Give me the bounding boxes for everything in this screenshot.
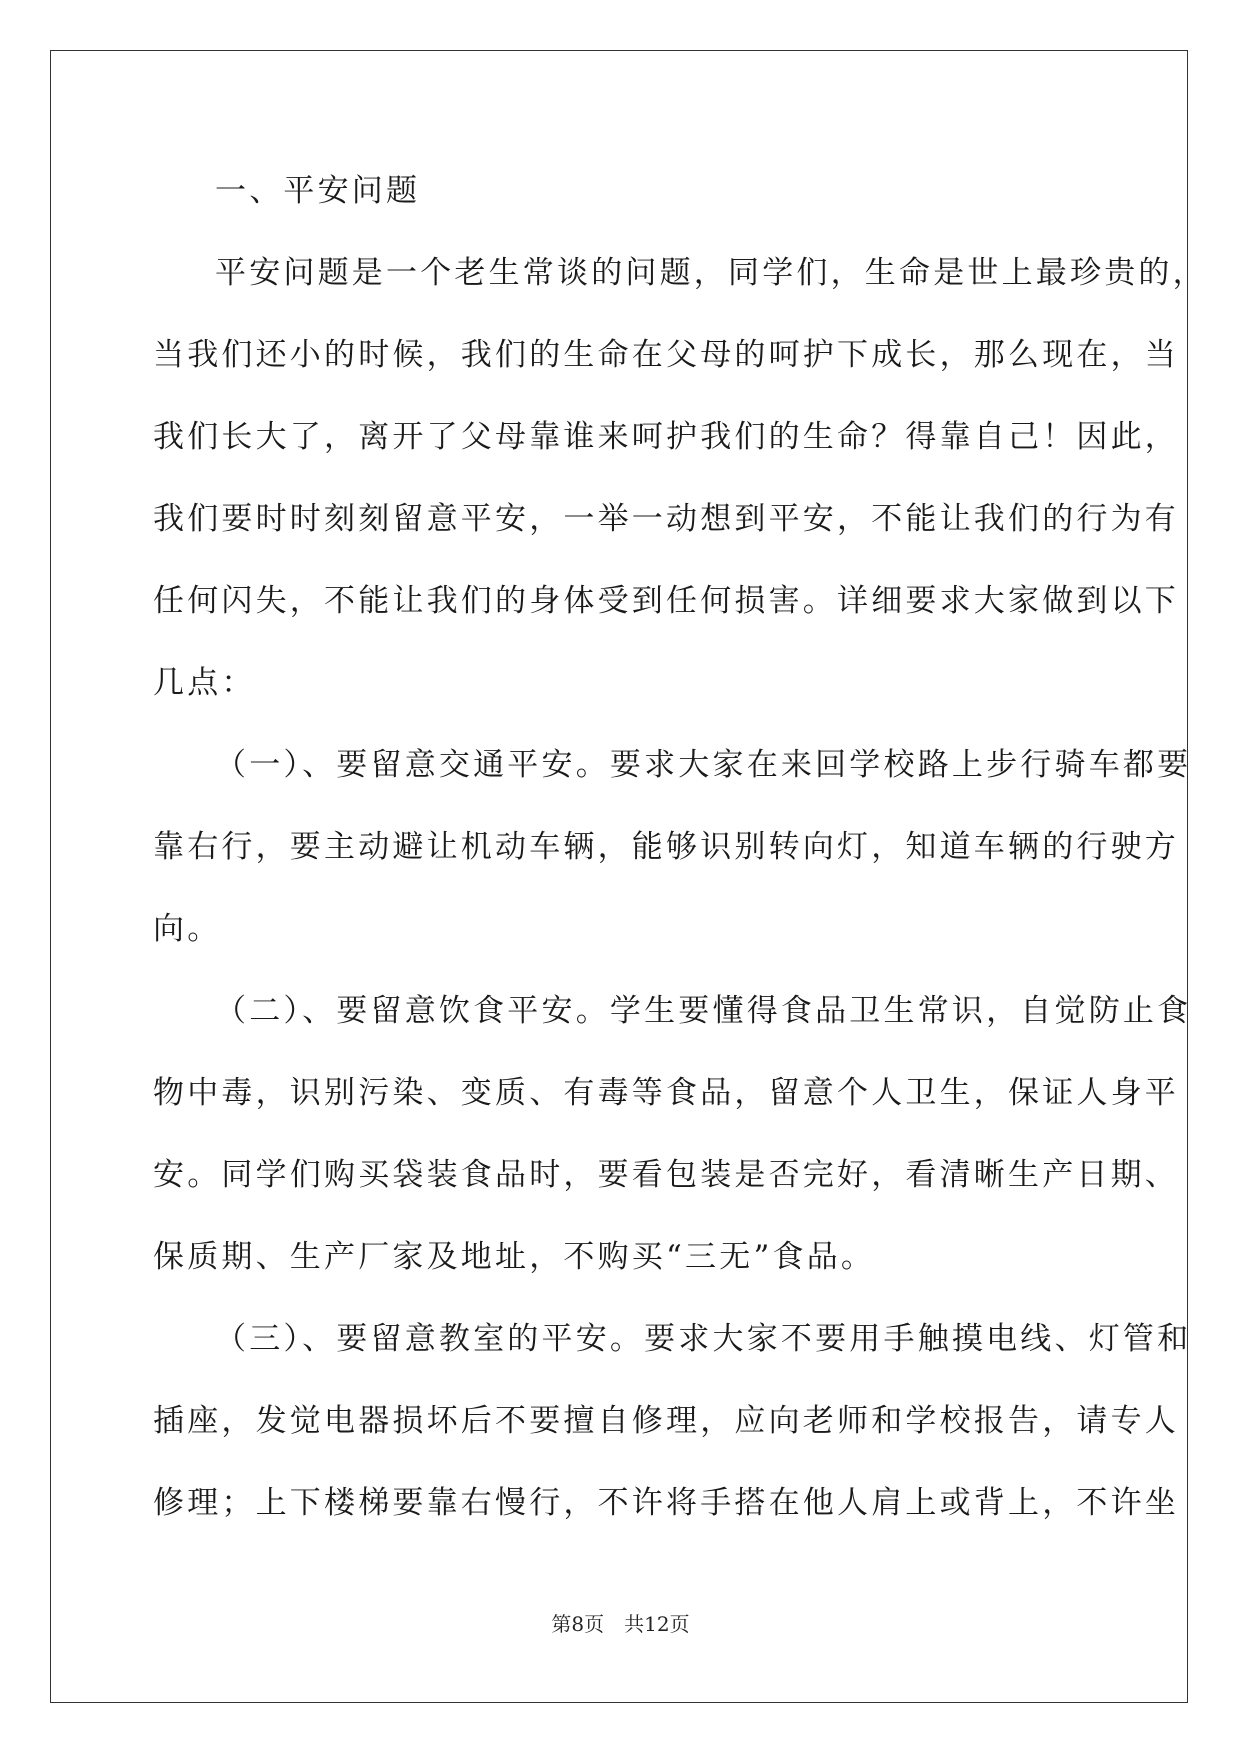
text-line: 平安问题是一个老生常谈的问题，同学们，生命是世上最珍贵的， xyxy=(215,255,1207,291)
text-line: 保质期、生产厂家及地址，不购买“三无”食品。 xyxy=(153,1239,876,1275)
text-line: 靠右行，要主动避让机动车辆，能够识别转向灯，知道车辆的行驶方 xyxy=(153,829,1179,865)
text-line: 修理；上下楼梯要靠右慢行，不许将手搭在他人肩上或背上，不许坐 xyxy=(153,1485,1179,1521)
text-line: 我们长大了，离开了父母靠谁来呵护我们的生命？得靠自己！因此， xyxy=(153,419,1179,455)
text-line: （一）、要留意交通平安。要求大家在来回学校路上步行骑车都要 xyxy=(215,747,1192,783)
text-line: 当我们还小的时候，我们的生命在父母的呵护下成长，那么现在，当 xyxy=(153,337,1179,373)
document-body xyxy=(153,150,1207,1544)
text-line: 安。同学们购买袋装食品时，要看包装是否完好，看清晰生产日期、 xyxy=(153,1157,1179,1193)
text-line: 几点： xyxy=(153,665,256,701)
text-line: （三）、要留意教室的平安。要求大家不要用手触摸电线、灯管和 xyxy=(215,1321,1192,1357)
section-heading: 一、平安问题 xyxy=(215,173,421,209)
page-number: 第8页 共12页 xyxy=(551,1612,690,1636)
text-line: （二）、要留意饮食平安。学生要懂得食品卫生常识，自觉防止食 xyxy=(215,993,1192,1029)
text-line: 插座，发觉电器损坏后不要擅自修理，应向老师和学校报告，请专人 xyxy=(153,1403,1179,1439)
text-line: 物中毒，识别污染、变质、有毒等食品，留意个人卫生，保证人身平 xyxy=(153,1075,1179,1111)
text-line: 向。 xyxy=(153,911,222,947)
text-line: 我们要时时刻刻留意平安，一举一动想到平安，不能让我们的行为有 xyxy=(153,501,1179,537)
text-line: 任何闪失，不能让我们的身体受到任何损害。详细要求大家做到以下 xyxy=(153,583,1179,619)
